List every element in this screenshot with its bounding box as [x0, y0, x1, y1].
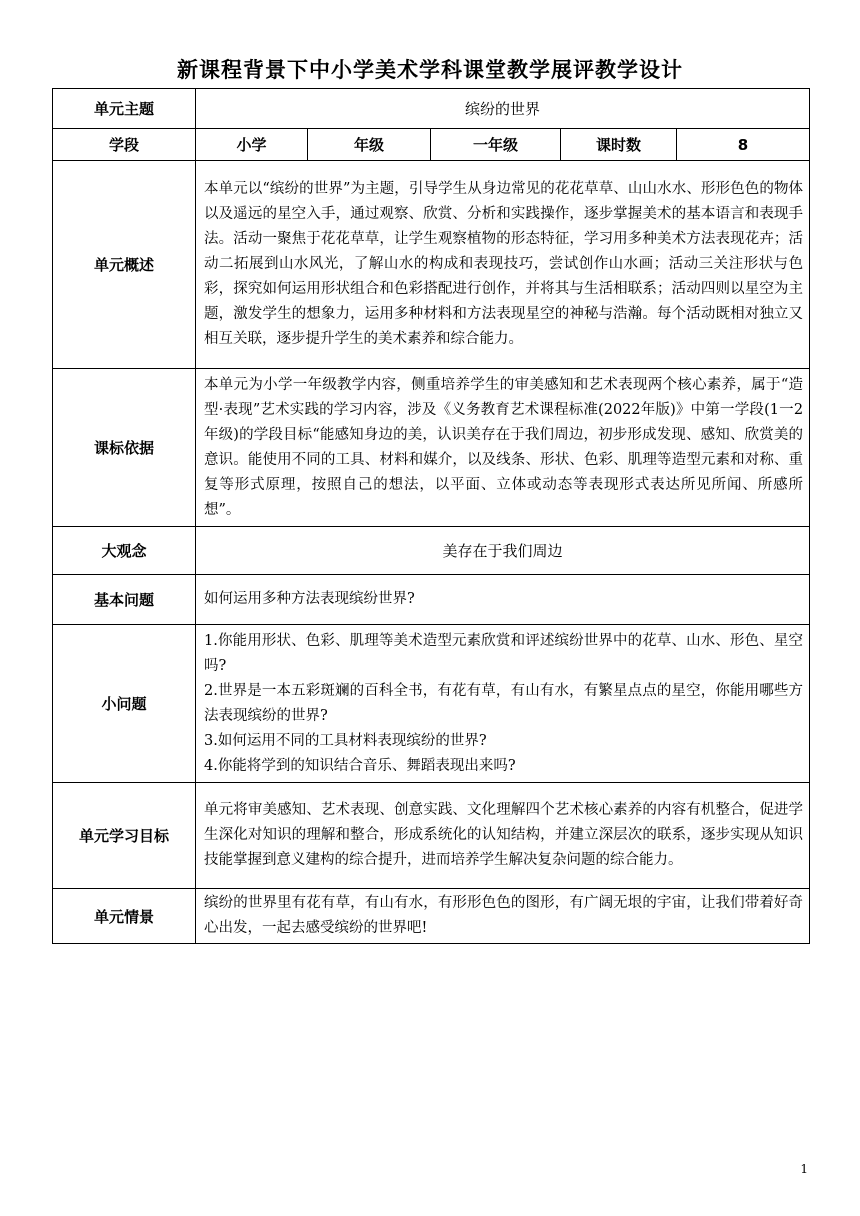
small-questions-list	[196, 625, 810, 783]
hours-label: 课时数	[561, 129, 677, 161]
row-scenario	[53, 889, 810, 944]
overview-text: 本单元以“缤纷的世界”为主题，引导学生从身边常见的花花草草、山山水水、形形色色的物体以及遥远的星空入手，通过观察、欣赏、分析和实践操作，逐步掌握美术的基本语言和表现手法。活动一聚焦于花花草草，让学生观察植物的形态特征，学习用多种美术方法表现花卉；活动二拓展到山水风光，了解山水的构成和表现技巧，尝试创作山水画；活动三关注形状与色彩，探究如何运用形状组合和色彩搭配进行创作，并将其与生活相联系；活动四则以星空为主题，激发学生的想象力，运用多种材料和方法表现星空的神秘与浩瀚。每个活动既相对独立又相互关联，逐步提升学生的美术素养和综合能力。	[196, 161, 810, 369]
lesson-design-table	[52, 88, 810, 944]
row-small-questions	[53, 625, 810, 783]
goals-text: 单元将审美感知、艺术表现、创意实践、文化理解四个艺术核心素养的内容有机整合，促进学生深化对知识的理解和整合，形成系统化的认知结构，并建立深层次的联系，逐步实现从知识技能掌握到意义建构的综合提升，进而培养学生解决复杂问题的综合能力。	[196, 783, 810, 889]
scenario-label: 单元情景	[53, 889, 196, 944]
small-question-item: 4.你能将学到的知识结合音乐、舞蹈表现出来吗?	[204, 757, 516, 774]
standards-text: 本单元为小学一年级教学内容，侧重培养学生的审美感知和艺术表现两个核心素养，属于“造型·表现”艺术实践的学习内容，涉及《义务教育艺术课程标准(2022年版)》中第一学段(1一2年级)的学段目标“能感知身边的美，认识美存在于我们周边，初步形成发现、感知、欣赏美的意识。能使用不同的工具、材料和媒介，以及线条、形状、色彩、肌理等造型元素和对称、重复等形式原理，按照自己的想法，以平面、立体或动态等表现形式表达所见所闻、所感所想”。	[196, 369, 810, 527]
standards-label: 课标依据	[53, 369, 196, 527]
stage-label: 学段	[53, 129, 196, 161]
row-goals	[53, 783, 810, 889]
hours-value: 8	[677, 129, 810, 161]
small-question-item: 3.如何运用不同的工具材料表现缤纷的世界?	[204, 732, 487, 749]
row-basic-question	[53, 575, 810, 625]
row-overview	[53, 161, 810, 369]
big-idea-label: 大观念	[53, 527, 196, 575]
grade-value: 一年级	[431, 129, 561, 161]
row-unit-theme	[53, 89, 810, 129]
overview-label: 单元概述	[53, 161, 196, 369]
stage-value: 小学	[196, 129, 308, 161]
small-question-item: 2.世界是一本五彩斑斓的百科全书，有花有草，有山有水，有繁星点点的星空，你能用哪些方法表现缤纷的世界?	[204, 682, 804, 724]
row-big-idea	[53, 527, 810, 575]
unit-theme-value: 缤纷的世界	[196, 89, 810, 129]
grade-label: 年级	[308, 129, 431, 161]
page-number: 1	[800, 1162, 808, 1176]
row-standards	[53, 369, 810, 527]
basic-question-label: 基本问题	[53, 575, 196, 625]
small-questions-label: 小问题	[53, 625, 196, 783]
scenario-text: 缤纷的世界里有花有草，有山有水，有形形色色的图形，有广阔无垠的宇宙，让我们带着好奇心出发，一起去感受缤纷的世界吧!	[196, 889, 810, 944]
goals-label: 单元学习目标	[53, 783, 196, 889]
big-idea-value: 美存在于我们周边	[196, 527, 810, 575]
basic-question-value: 如何运用多种方法表现缤纷世界?	[196, 575, 810, 625]
small-question-item: 1.你能用形状、色彩、肌理等美术造型元素欣赏和评述缤纷世界中的花草、山水、形色、星空吗?	[204, 632, 804, 674]
unit-theme-label: 单元主题	[53, 89, 196, 129]
row-stage	[53, 129, 810, 161]
document-title: 新课程背景下中小学美术学科课堂教学展评教学设计	[177, 58, 683, 82]
